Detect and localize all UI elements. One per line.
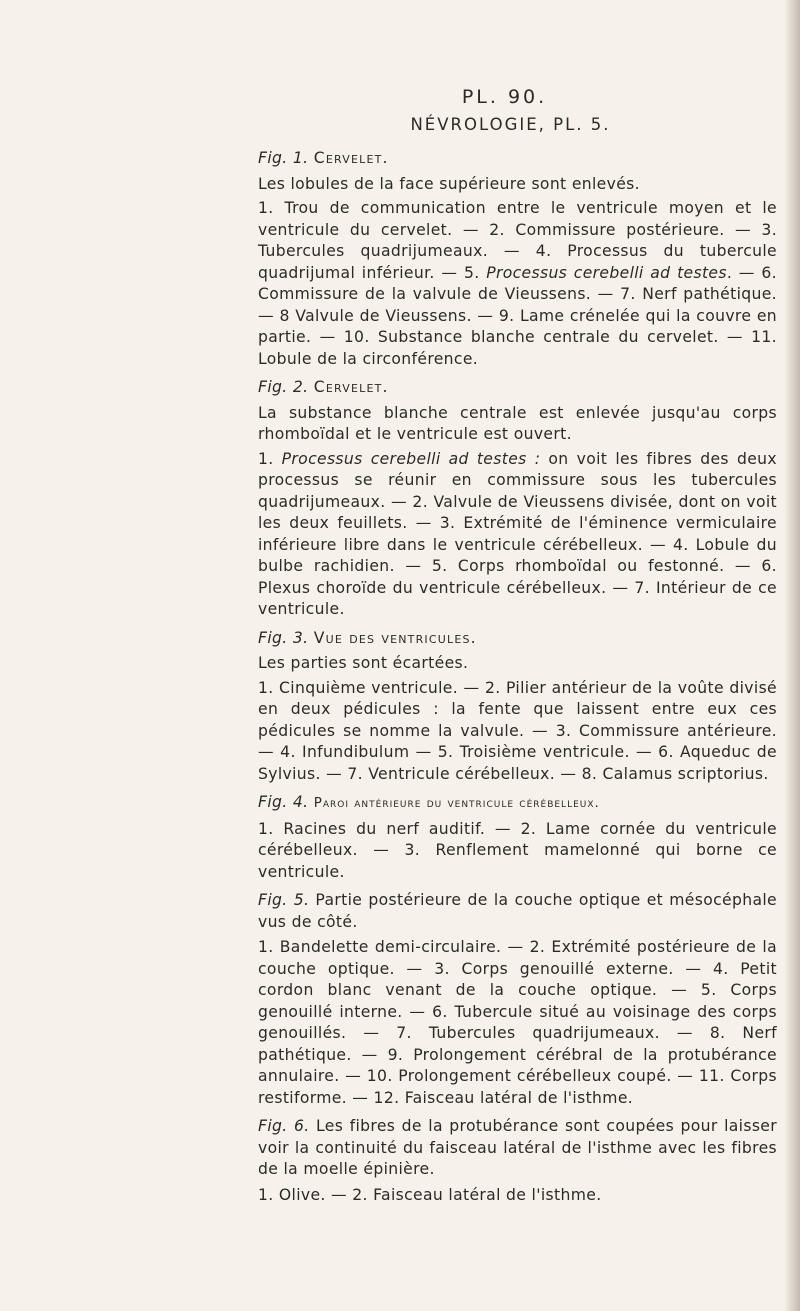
- figure-label: Fig. 5.: [258, 891, 310, 909]
- figure-title: Les fibres de la protubérance sont coupées pour laisser voir la continuité du faisceau latéral de l'isthme avec les fibres de la moelle épinière.: [258, 1117, 778, 1178]
- figure-4-caption: [258, 792, 777, 883]
- figure-title: Partie postérieure de la couche optique et mésocéphale vus de côté.: [258, 891, 777, 931]
- figure-legend: 1. Bandelette demi-circulaire. — 2. Extrémité postérieure de la couche optique. — 3. Corps genouillé externe. — 4. Petit cordon blanc venant de la couche optique. — 5. Corps genouillé interne. — 6. Tubercule situé au voisinage des corps genouillés. — 7. Tubercules quadrijumeaux. — 8. Nerf pathétique. — 9. Prolongement cérébral de la protubérance annulaire. — 10. Prolongement cérébelleux coupé. — 11. Corps restiforme. — 12. Faisceau latéral de l'isthme.: [258, 938, 777, 1107]
- figure-label: Fig. 2.: [258, 378, 309, 396]
- figure-title: Cervelet.: [313, 378, 389, 396]
- figure-3-caption: [258, 628, 777, 786]
- figure-legend: 1. Olive. — 2. Faisceau latéral de l'isthme.: [258, 1185, 602, 1204]
- figure-1-caption: [258, 148, 777, 370]
- figure-title: Vue des ventricules.: [313, 628, 477, 647]
- figure-lead: La substance blanche centrale est enlevée jusqu'au corps rhomboïdal et le ventricule est ouvert.: [258, 403, 777, 443]
- plate-title: PL. 90.: [461, 86, 548, 108]
- figure-legend: 1. Cinquième ventricule. — 2. Pilier antérieur de la voûte divisé en deux pédicules : la fente que laissent entre eux ces pédicules se nomme la valvule. — 3. Commissure antérieure. — 4. Infundibulum — 5. Troisième ventricule. — 6. Aqueduc de Sylvius. — 7. Ventricule cérébelleux. — 8. Calamus scriptorius.: [258, 678, 777, 783]
- figure-label: Fig. 4.: [258, 793, 309, 811]
- figure-label: Fig. 3.: [258, 628, 309, 647]
- figure-legend: 1. Processus cerebelli ad testes : on voit les fibres des deux processus se réunir en commissure sous les tubercules quadrijumeaux. — 2. Valvule de Vieussens divisée, dont on voit les deux feuillets. — 3. Extrémité de l'éminence vermiculaire inférieure libre dans le ventricule cérébelleux. — 4. Lobule du bulbe rachidien. — 5. Corps rhomboïdal ou festonné. — 6. Plexus choroïde du ventricule cérébelleux. — 7. Intérieur de ce ventricule.: [258, 449, 777, 618]
- figure-5-caption: [258, 890, 777, 1109]
- figure-lead: Les lobules de la face supérieure sont enlevés.: [258, 174, 640, 193]
- figure-title: Paroi antérieure du ventricule cérébelleux.: [313, 796, 600, 811]
- page-edge-shadow: [784, 0, 800, 1311]
- figure-2-caption: [258, 377, 777, 621]
- section-title: NÉVROLOGIE, PL. 5.: [410, 115, 611, 134]
- text-column: [258, 84, 777, 1213]
- figure-6-caption: [258, 1116, 777, 1206]
- figure-label: Fig. 6.: [258, 1117, 310, 1135]
- figure-lead: Les parties sont écartées.: [258, 654, 469, 672]
- figure-legend: 1. Trou de communication entre le ventricule moyen et le ventricule du cervelet. — 2. Commissure postérieure. — 3. Tubercules quadrijumeaux. — 4. Processus du tubercule quadrijumal inférieur. — 5. Processus cerebelli ad testes. — 6. Commissure de la valvule de Vieussens. — 7. Nerf pathétique. — 8 Valvule de Vieussens. — 9. Lame crénelée qui la couvre en partie. — 10. Substance blanche centrale du cervelet. — 11. Lobule de la circonférence.: [258, 199, 777, 368]
- figure-legend: 1. Racines du nerf auditif. — 2. Lame cornée du ventricule cérébelleux. — 3. Renflement mamelonné qui borne ce ventricule.: [258, 819, 777, 881]
- figure-title: Cervelet.: [313, 149, 389, 167]
- figure-label: Fig. 1.: [258, 149, 309, 167]
